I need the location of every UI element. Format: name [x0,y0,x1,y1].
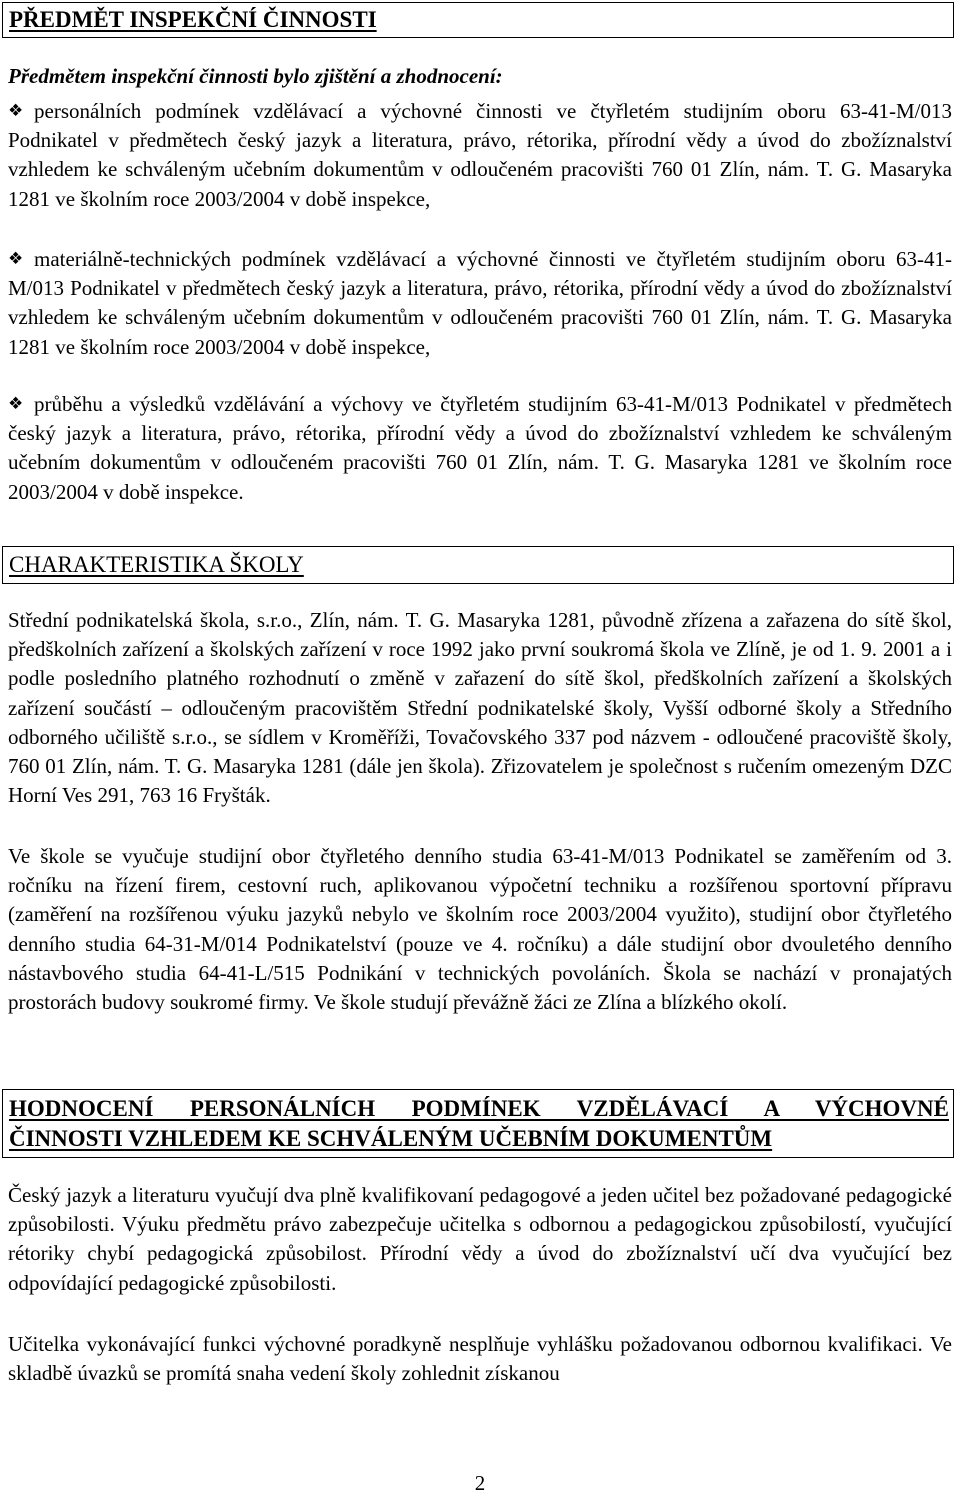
section-heading-personnel-line2: ČINNOSTI VZHLEDEM KE SCHVÁLENÝM UČEBNÍM DOKUMENTŮM [9,1126,773,1151]
school-description-paragraph: Střední podnikatelská škola, s.r.o., Zlín, nám. T. G. Masaryka 1281, původně zřízena a zařazena do sítě škol, předškolních zařízení a školských zařízení v roce 1992 jako první soukromá škola ve Zlíně, je od 1. 9. 2001 a i podle posledního platného rozhodnutí o změně v zařazení do sítě škol, předškolních zařízení a školských zařízení součástí – odloučeným pracovištěm Střední podnikatelské školy, Vyšší odborné školy a Středního odborného učiliště s.r.o., se sídlem v Kroměříži, Tovačovského 337 pod názvem - odloučené pracoviště školy, 760 01 Zlín, nám. T. G. Masaryka 1281 (dále jen škola). Zřizovatelem je společnost s ručením omezeným DZC Horní Ves 291, 763 16 Fryšták. [8,608,952,808]
list-item-text: materiálně-technických podmínek vzdělávací a výchovné činnosti ve čtyřletém studijním oboru 63-41-M/013 Podnikatel v předmětech český jazyk a literatura, právo, rétorika, přírodní vědy a úvod do zbožíznalství vzhledem ke schváleným učebním dokumentům v odloučeném pracovišti 760 01 Zlín, nám. T. G. Masaryka 1281 ve školním roce 2003/2004 v době inspekce, [8,247,952,359]
section-heading-box [2,2,954,38]
subject-intro: Předmětem inspekční činnosti bylo zjištění a zhodnocení: [8,64,503,88]
section-heading-personnel-line1: HODNOCENÍ PERSONÁLNÍCH PODMÍNEK VZDĚLÁVACÍ A VÝCHOVNÉ [9,1096,949,1121]
list-item-text: průběhu a výsledků vzdělávání a výchovy ve čtyřletém studijním 63-41-M/013 Podnikatel v předmětech český jazyk a literatura, právo, rétorika, přírodní vědy a úvod do zbožíznalství vzhledem ke schváleným učebním dokumentům v odloučeném pracovišti 760 01 Zlín, nám. T. G. Masaryka 1281 ve školním roce 2003/2004 v době inspekce. [8,392,952,504]
page-number: 2 [474,1471,486,1495]
school-programs-paragraph: Ve škole se vyučuje studijní obor čtyřletého denního studia 63-41-M/013 Podnikatel se zaměřením od 3. ročníku na řízení firem, cestovní ruch, aplikovanou výpočetní techniku a rozšířenou sportovní přípravu (zaměření na rozšířenou výuku jazyků nebylo ve školním roce 2003/2004 využito), studijní obor čtyřletého denního studia 64-31-M/014 Podnikatelství (pouze ve 4. ročníku) a dále studijní obor dvouletého denního nástavbového studia 64-41-L/515 Podnikání v technických povoláních. Škola se nachází v pronajatých prostorách budovy soukromé firmy. Ve škole studují převážně žáci ze Zlína a blízkého okolí. [8,844,952,1015]
list-item [8,390,952,507]
four-diamond-bullet-icon: ❖ [8,101,24,121]
section-heading-box [2,546,954,584]
personnel-paragraph-1: Český jazyk a literaturu vyučují dva plně kvalifikovaní pedagogové a jeden učitel bez požadované pedagogické způsobilosti. Výuku předmětu právo zabezpečuje učitelka s odbornou a pedagogickou způsobilostí, vyučující rétoriky chybí pedagogická způsobilost. Přírodní vědy a úvod do zbožíznalství učí dva vyučující bez odpovídající pedagogické způsobilosti. [8,1183,952,1295]
section-heading-school: CHARAKTERISTIKA ŠKOLY [9,552,304,577]
four-diamond-bullet-icon: ❖ [8,394,24,414]
personnel-paragraph-2: Učitelka vykonávající funkci výchovné poradkyně nesplňuje vyhlášku požadovanou odbornou kvalifikaci. Ve skladbě úvazků se promítá snaha vedení školy zohlednit získanou [8,1332,952,1386]
section-heading-subject: PŘEDMĚT INSPEKČNÍ ČINNOSTI [9,7,377,32]
section-heading-box [2,1089,954,1158]
list-item [8,97,952,214]
list-item [8,245,952,362]
list-item-text: personálních podmínek vzdělávací a výchovné činnosti ve čtyřletém studijním oboru 63-41-M/013 Podnikatel v předmětech český jazyk a literatura, právo, rétorika, přírodní vědy a úvod do zbožíznalství vzhledem ke schváleným učebním dokumentům v odloučeném pracovišti 760 01 Zlín, nám. T. G. Masaryka 1281 ve školním roce 2003/2004 v době inspekce, [8,99,952,211]
four-diamond-bullet-icon: ❖ [8,249,24,269]
